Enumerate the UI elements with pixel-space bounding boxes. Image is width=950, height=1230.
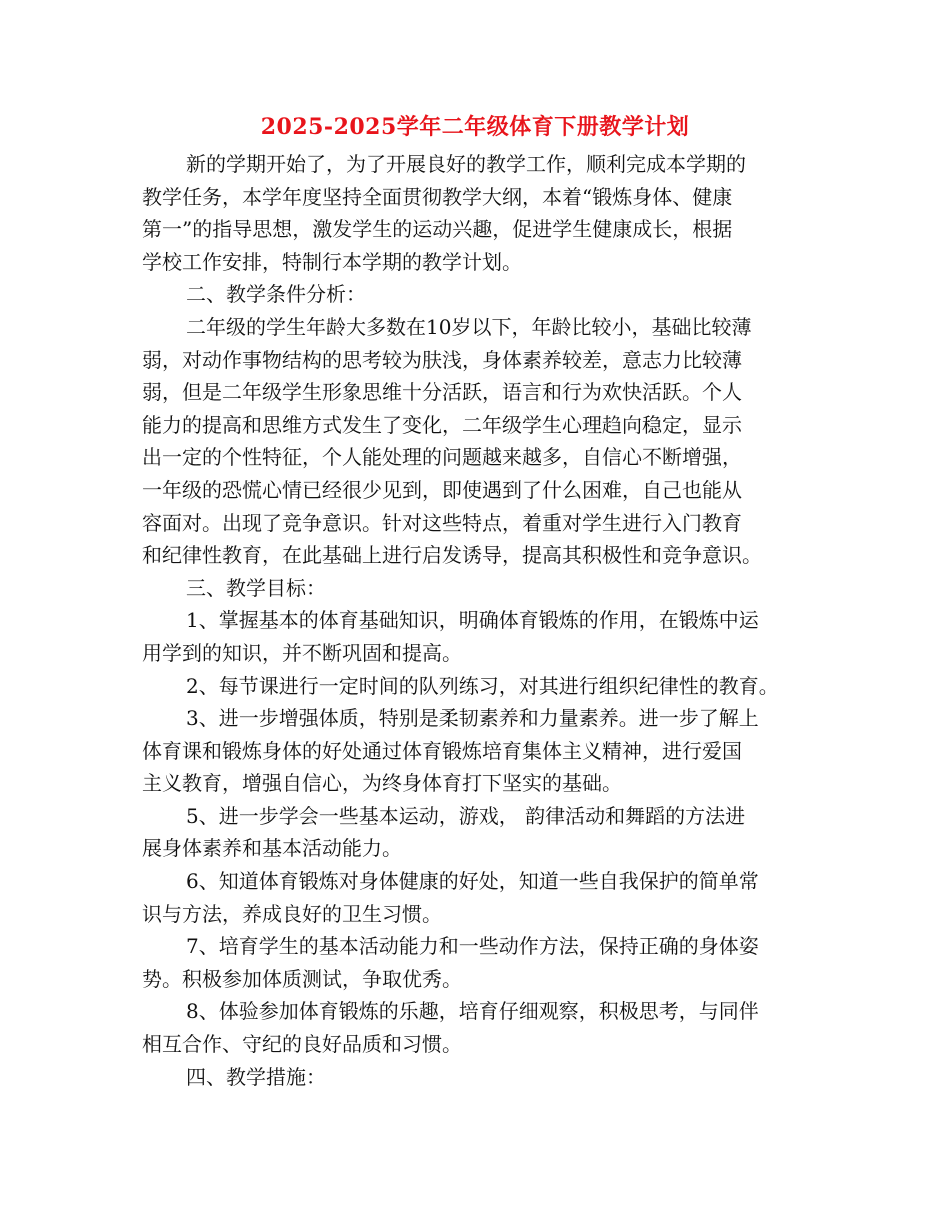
paragraph-line: 主义教育，增强自信心，为终身体育打下坚实的基础。: [142, 771, 622, 796]
paragraph-line: 识与方法，养成良好的卫生习惯。: [142, 901, 442, 926]
paragraph-first-line: 2、每节课进行一定时间的队列练习，对其进行组织纪律性的教育。: [186, 673, 779, 698]
paragraph-line: 第一”的指导思想，激发学生的运动兴趣，促进学生健康成长，根据: [142, 217, 733, 242]
paragraph-line: 出一定的个性特征，个人能处理的问题越来越多，自信心不断增强，: [142, 445, 742, 470]
paragraph-line: 能力的提高和思维方式发生了变化，二年级学生心理趋向稳定，显示: [142, 412, 742, 437]
paragraph-line: 弱，对动作事物结构的思考较为肤浅，身体素养较差，意志力比较薄: [142, 347, 742, 372]
paragraph-first-line: 7、培育学生的基本活动能力和一些动作方法，保持正确的身体姿: [186, 934, 759, 959]
paragraph-first-line: 二年级的学生年龄大多数在10岁以下，年龄比较小，基础比较薄: [186, 314, 752, 339]
document-title: 2025-2025学年二年级体育下册教学计划: [260, 114, 690, 140]
paragraph-first-line: 5、进一步学会一些基本运动，游戏， 韵律活动和舞蹈的方法进: [186, 803, 746, 828]
paragraph-first-line: 8、体验参加体育锻炼的乐趣，培育仔细观察，积极思考，与同伴: [186, 999, 759, 1024]
paragraph-first-line: 1、掌握基本的体育基础知识，明确体育锻炼的作用，在锻炼中运: [186, 608, 759, 633]
paragraph-first-line: 6、知道体育锻炼对身体健康的好处，知道一些自我保护的简单常: [186, 869, 759, 894]
paragraph-first-line: 三、教学目标：: [186, 575, 326, 600]
paragraph-first-line: 二、教学条件分析：: [186, 282, 366, 307]
paragraph-line: 展身体素养和基本活动能力。: [142, 836, 402, 861]
paragraph-line: 一年级的恐慌心情已经很少见到，即使遇到了什么困难，自己也能从: [142, 477, 742, 502]
paragraph-line: 教学任务，本学年度坚持全面贯彻教学大纲，本着“锻炼身体、健康: [142, 184, 733, 209]
paragraph-line: 容面对。出现了竞争意识。针对这些特点，着重对学生进行入门教育: [142, 510, 742, 535]
paragraph-first-line: 3、进一步增强体质，特别是柔韧素养和力量素养。进一步了解上: [186, 706, 759, 731]
paragraph-line: 弱，但是二年级学生形象思维十分活跃，语言和行为欢快活跃。个人: [142, 380, 742, 405]
paragraph-line: 相互合作、守纪的良好品质和习惯。: [142, 1032, 462, 1057]
paragraph-first-line: 新的学期开始了，为了开展良好的教学工作，顺利完成本学期的: [186, 152, 746, 176]
paragraph-line: 用学到的知识，并不断巩固和提高。: [142, 640, 462, 665]
paragraph-line: 学校工作安排，特制行本学期的教学计划。: [142, 249, 522, 274]
paragraph-line: 势。积极参加体质测试，争取优秀。: [142, 966, 462, 991]
paragraph-line: 体育课和锻炼身体的好处通过体育锻炼培育集体主义精神，进行爱国: [142, 738, 742, 763]
paragraph-line: 和纪律性教育，在此基础上进行启发诱导，提高其积极性和竞争意识。: [142, 543, 762, 568]
document-body: [142, 148, 812, 1093]
paragraph-first-line: 四、教学措施：: [186, 1064, 326, 1089]
